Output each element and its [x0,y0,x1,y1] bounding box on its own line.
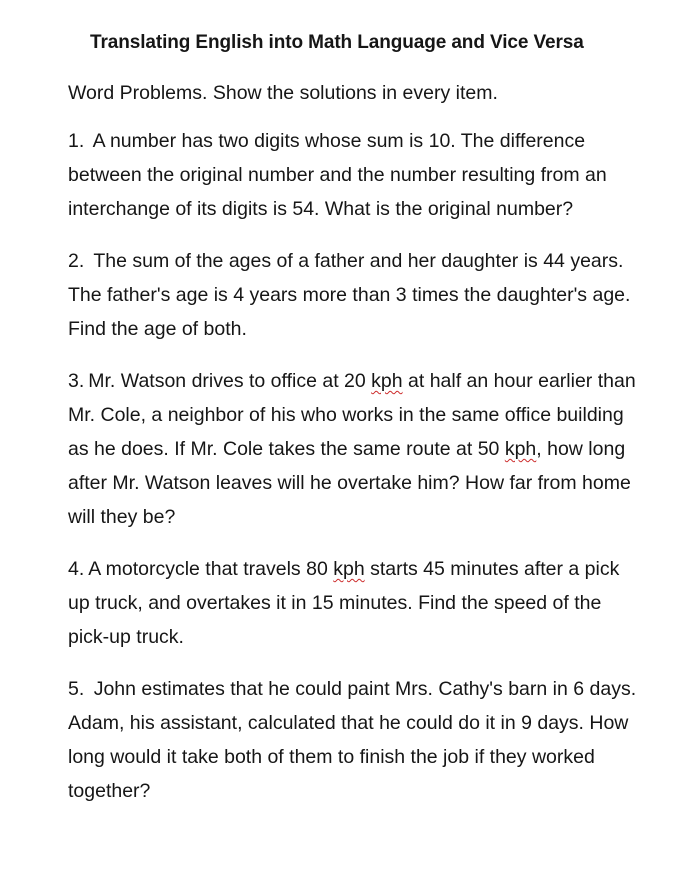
problem-number: 2. [68,250,85,272]
spellcheck-flagged-word: kph [333,558,365,580]
page-title: Translating English into Math Language and Vice Versa [90,32,584,53]
problem-text-part: Mr. Watson drives to office at 20 [88,370,372,392]
problem-text-part: starts 45 minutes after a pick up truck, and overtakes it in 15 minutes. Find the speed of the pick-up truck. [68,558,620,648]
problem-text-part: at half an hour earlier than Mr. Cole, a neighbor of his who works in the same office building as he does. If Mr. Cole takes the same route at 50 [68,370,636,460]
problem-number: 3. [68,370,85,392]
problem-text-part: A motorcycle that travels 80 [88,558,334,580]
problem-5 [68,672,638,808]
problem-number: 5. [68,678,85,700]
problem-4 [68,552,638,654]
spellcheck-flagged-word: kph [504,438,537,460]
problem-text-part: , how long after Mr. Watson leaves will he overtake him? How far from home will they be? [68,438,631,528]
problem-text: The sum of the ages of a father and her daughter is 44 years. The father's age is 4 years more than 3 times the daughter's age. Find the age of both. [68,250,631,340]
problem-text: A number has two digits whose sum is 10. The difference between the original number and the number resulting from an interchange of its digits is 54. What is the original number? [68,130,607,220]
problem-text: John estimates that he could paint Mrs. Cathy's barn in 6 days. Adam, his assistant, calculated that he could do it in 9 days. How long would it take both of them to finish the job if they worked together? [68,678,637,802]
problem-2 [68,244,638,346]
instructions-text: Word Problems. Show the solutions in every item. [68,82,498,104]
problem-3 [68,364,638,534]
problem-number: 4. [68,558,85,580]
spellcheck-flagged-word: kph [371,370,403,392]
problem-1 [68,124,638,226]
problem-number: 1. [68,130,85,152]
